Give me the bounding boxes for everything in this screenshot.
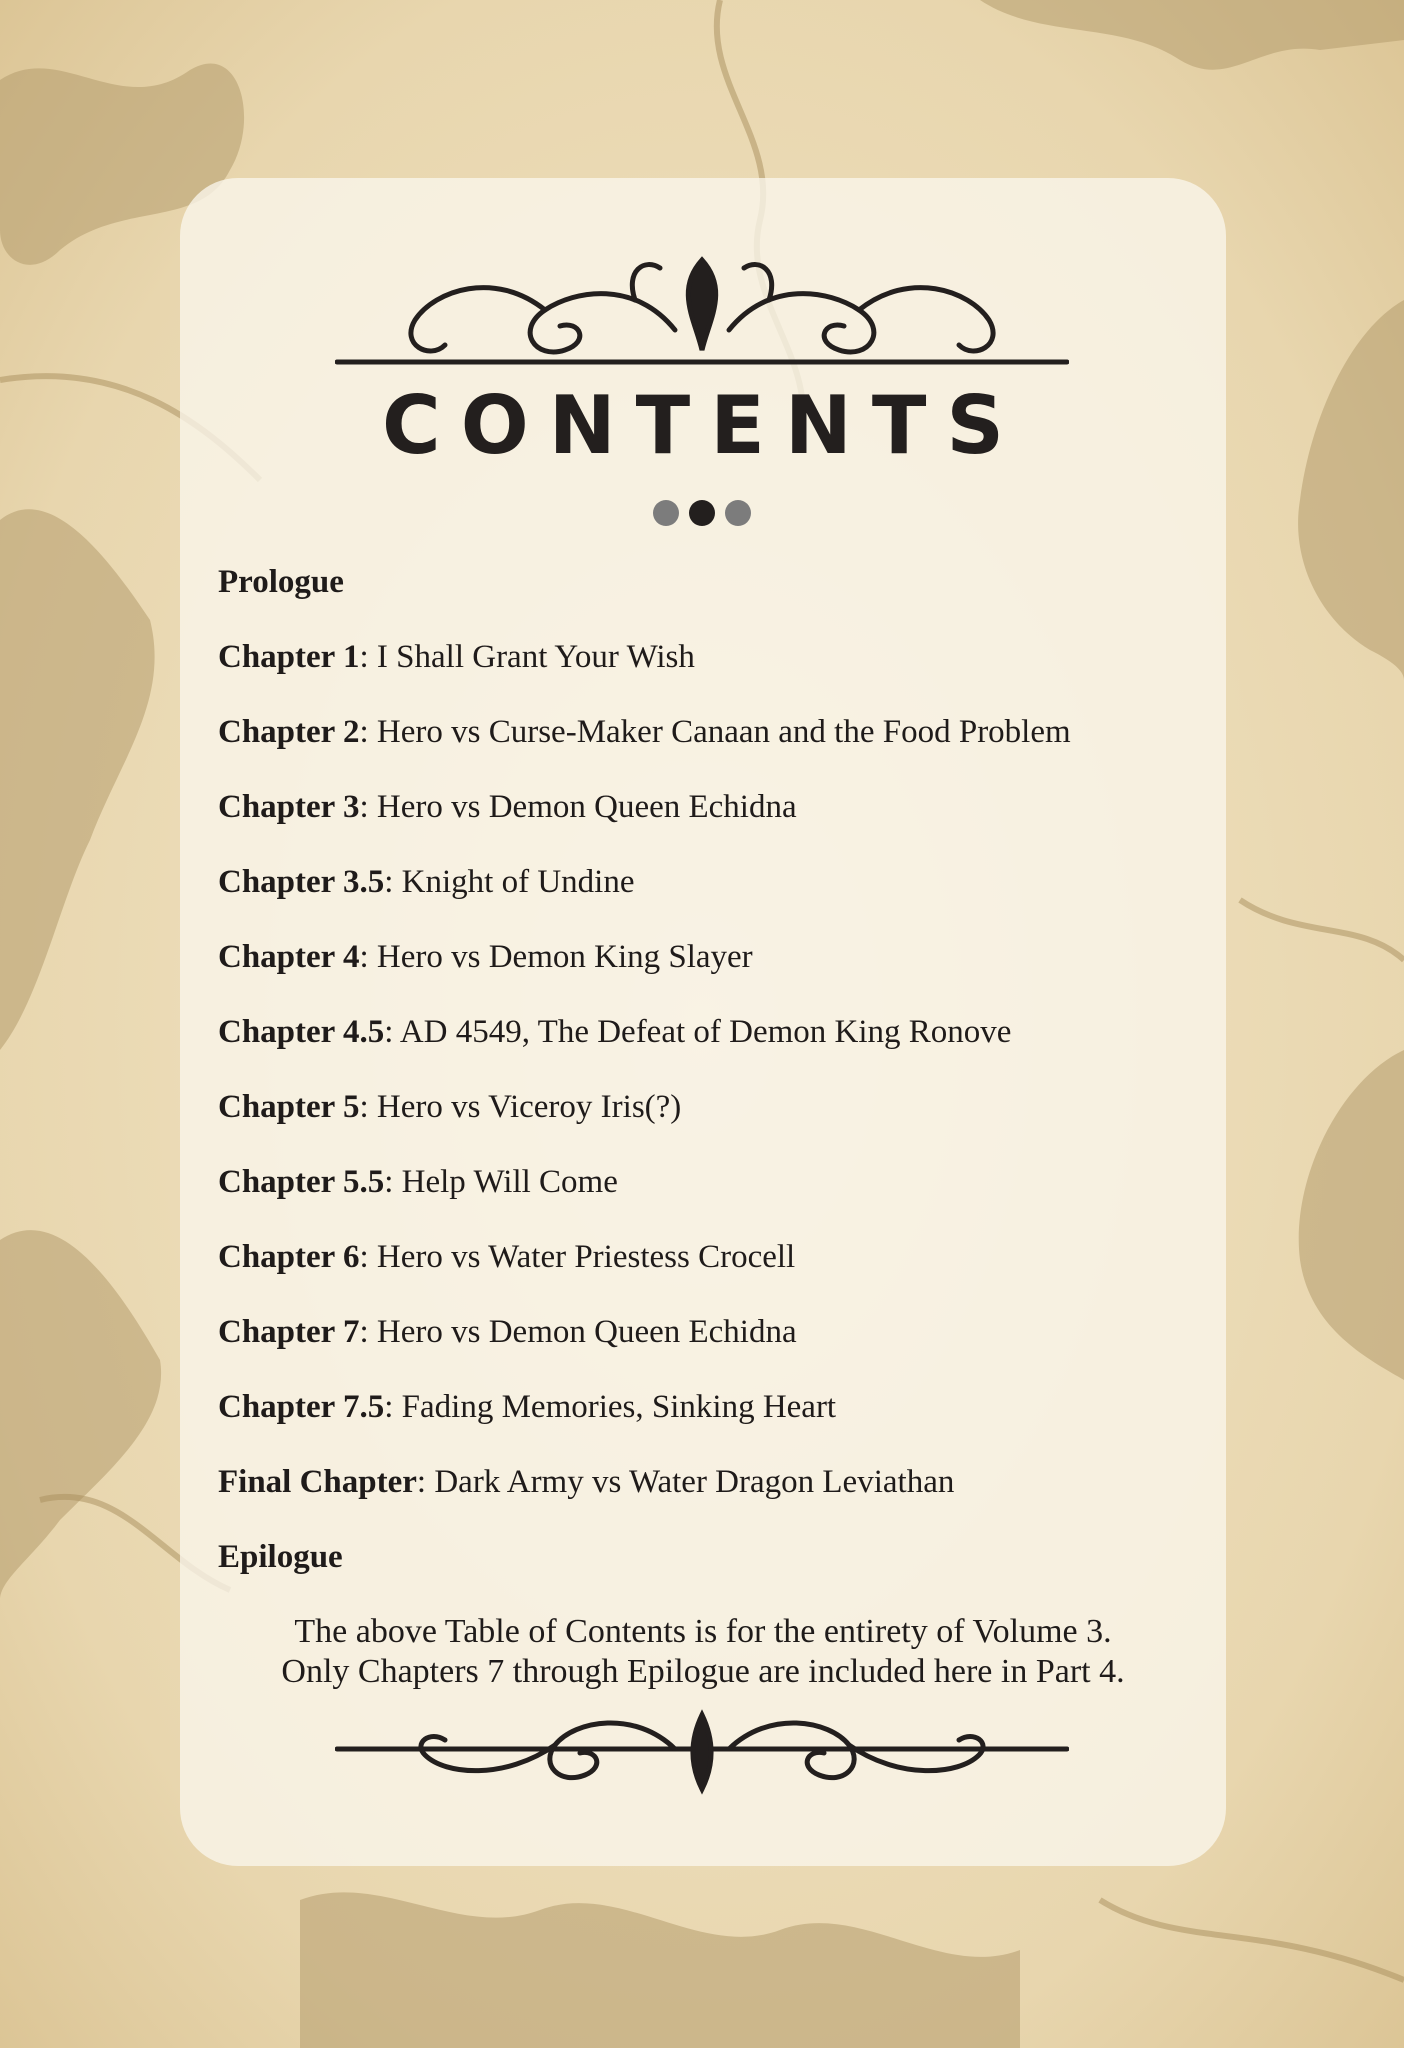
toc-entry-chapter-3[interactable]: Chapter 3: Hero vs Demon Queen Echidna bbox=[218, 789, 797, 825]
page-title: CONTENTS bbox=[381, 379, 1025, 472]
dots-divider-icon bbox=[650, 498, 754, 528]
toc-entry-chapter-5-5[interactable]: Chapter 5.5: Help Will Come bbox=[218, 1164, 618, 1200]
volume-note-line-1: The above Table of Contents is for the entirety of Volume 3. bbox=[294, 1613, 1112, 1650]
toc-entry-chapter-2[interactable]: Chapter 2: Hero vs Curse-Maker Canaan and the Food Problem bbox=[218, 714, 1071, 750]
toc-entry-chapter-4[interactable]: Chapter 4: Hero vs Demon King Slayer bbox=[218, 939, 753, 975]
flourish-bottom-icon bbox=[335, 1705, 1069, 1795]
toc-entry-chapter-3-5[interactable]: Chapter 3.5: Knight of Undine bbox=[218, 864, 635, 900]
toc-list bbox=[218, 560, 1178, 1610]
toc-entry-chapter-7-5[interactable]: Chapter 7.5: Fading Memories, Sinking Heart bbox=[218, 1389, 837, 1425]
toc-entry-chapter-5[interactable]: Chapter 5: Hero vs Viceroy Iris(?) bbox=[218, 1089, 682, 1125]
toc-entry-chapter-4-5[interactable]: Chapter 4.5: AD 4549, The Defeat of Demon King Ronove bbox=[218, 1014, 1012, 1050]
toc-entry-chapter-6[interactable]: Chapter 6: Hero vs Water Priestess Crocell bbox=[218, 1239, 796, 1275]
toc-entry-chapter-7[interactable]: Chapter 7: Hero vs Demon Queen Echidna bbox=[218, 1314, 797, 1350]
toc-entry-prologue[interactable]: Prologue bbox=[218, 564, 344, 600]
volume-note-line-2: Only Chapters 7 through Epilogue are included here in Part 4. bbox=[281, 1653, 1125, 1690]
toc-entry-epilogue[interactable]: Epilogue bbox=[218, 1539, 343, 1575]
toc-entry-chapter-1[interactable]: Chapter 1: I Shall Grant Your Wish bbox=[218, 639, 695, 675]
toc-entry-final-chapter[interactable]: Final Chapter: Dark Army vs Water Dragon Leviathan bbox=[218, 1464, 955, 1500]
volume-note bbox=[200, 1612, 1206, 1692]
flourish-top-icon bbox=[335, 250, 1069, 370]
